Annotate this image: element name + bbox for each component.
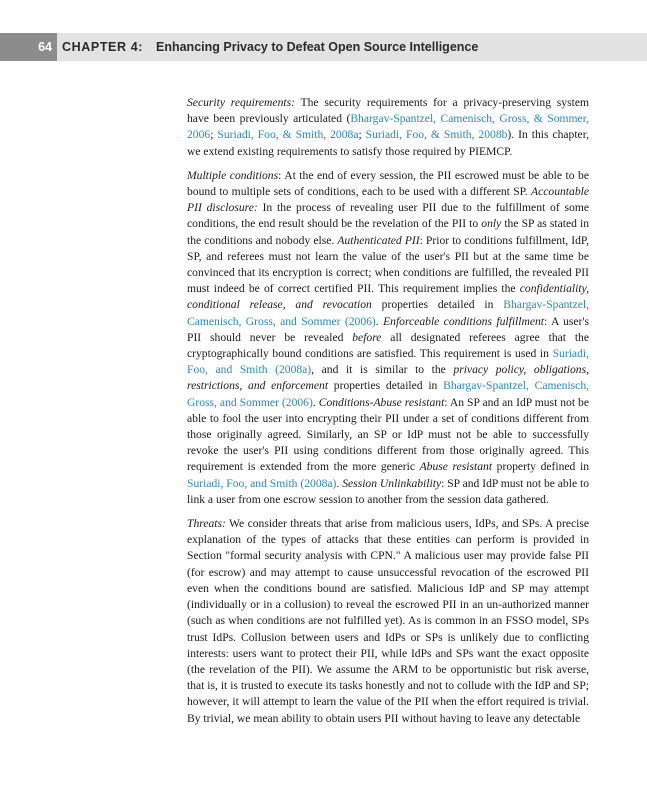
text-run: . — [336, 476, 343, 490]
text-run: : SP and IdP must not be able to link a user from one escrow session to another from the session data gathered. — [187, 476, 590, 506]
text-run: . — [312, 395, 319, 409]
text-run: : An SP and an IdP must not be able to fool the user into encrypting their PII under a set of conditions different from those originally agreed. Similarly, an SP or IdP must not be able to successfully revoke the user's PII using conditions different from those originally agreed. This requirement is extended from the more generic — [187, 395, 589, 474]
italic-term: confidentiality, conditional release, and revocation — [187, 282, 589, 312]
italic-term: Conditions-Abuse resistant — [318, 395, 445, 409]
text-run: property defined in — [492, 460, 589, 474]
text-run: In the process of revealing user PII due to the fulfillment of some conditions, the end result should be the revelation of the PII to — [187, 201, 590, 231]
text-run: . — [375, 314, 384, 328]
text-run: : A user's PII should never be revealed — [187, 314, 590, 344]
italic-term: Accountable PII disclosure: — [187, 185, 589, 215]
italic-term: Authenticated PII — [337, 233, 420, 247]
chapter-title: Enhancing Privacy to Defeat Open Source Intelligence — [156, 40, 479, 54]
italic-term: before — [352, 330, 382, 344]
italic-term: privacy policy, obligations, restrictions, and enforcement — [187, 363, 589, 393]
text-run: ). In this chapter, we extend existing requirements to satisfy those required by PIEMCP. — [187, 128, 589, 158]
citation-link[interactable]: Bhargav-Spantzel, Camenisch, Gross, & Sommer, 2006 — [187, 112, 590, 142]
citation-link[interactable]: Suriadi, Foo, and Smith (2008a) — [187, 476, 337, 490]
text-run: all designated referees agree that the cryptographically bound conditions are satisfied. This requirement is used in — [187, 330, 589, 361]
citation-link[interactable]: Suriadi, Foo, and Smith (2008a) — [187, 347, 589, 377]
text-run: the SP as stated in the conditions and nobody else. — [187, 217, 589, 247]
paragraph-threats — [187, 516, 589, 727]
body-text — [187, 95, 589, 735]
italic-term: only — [481, 217, 502, 231]
text-run: , and it is similar to the — [311, 363, 454, 377]
italic-term: Abuse resistant — [419, 460, 493, 474]
citation-link[interactable]: Suriadi, Foo, & Smith, 2008b — [365, 128, 508, 142]
text-run: We consider threats that arise from malicious users, IdPs, and SPs. A precise explanation of the types of attacks that these entities can perform is provided in Section "formal security analysis with CPN." A malicious user may provide false PII (for escrow) and may attempt to cause unsuccessful revocation of the escrowed PII even when the conditions bound are satisfied. Malicious IdP and SP may attempt (individually or in a collusion) to reveal the escrowed PII in an un-authorized manner (such as when conditions are not fulfilled yet). As is common in an FSSO model, SPs trust IdPs. Collusion between users and IdPs or SPs is unlikely due to conflicting interests: users want to protect their PII, while IdPs and SPs want the exact opposite (the revelation of the PII). We assume the ARM to be opportunistic but risk averse, that is, it is trusted to execute its tasks honestly and not to collude with the IdP and SP; however, it will attempt to learn the value of the PII when the effort required is trivial. By trivial, we mean ability to obtain users PII without having to leave any detectable — [187, 517, 589, 725]
italic-term: Security requirements: — [187, 96, 295, 109]
citation-link[interactable]: Bhargav-Spantzel, Camenisch, Gross, and Sommer (2006) — [187, 298, 590, 328]
page-number: 64 — [0, 33, 57, 61]
text-run: ; — [358, 128, 366, 142]
text-run: : Prior to conditions fulfillment, IdP, SP, and referees must not learn the value of the user's PII but at the same time be convinced that its encryption is correct; when conditions are fulfilled, the revealed PII must indeed be of correct certified PII. This requirement implies the — [187, 233, 589, 296]
running-header — [0, 33, 647, 61]
italic-term: Multiple conditions — [187, 168, 279, 182]
citation-link[interactable]: Bhargav-Spantzel, Camenisch, Gross, and Sommer (2006) — [187, 379, 590, 409]
text-run: properties detailed in — [371, 298, 504, 312]
chapter-label: CHAPTER 4: — [62, 40, 144, 54]
italic-term: Threats: — [187, 517, 226, 531]
italic-term: Session Unlinkability — [342, 476, 442, 490]
text-run: ; — [210, 128, 218, 142]
text-run: The security requirements for a privacy-preserving system have been previously articulated ( — [187, 96, 589, 126]
text-run: properties detailed in — [328, 379, 444, 393]
paragraph-requirements-list — [187, 168, 589, 508]
paragraph-security-requirements — [187, 95, 589, 160]
text-run: : At the end of every session, the PII escrowed must be able to be bound to multiple sets of conditions, each to be used with a different SP. — [187, 168, 589, 199]
citation-link[interactable]: Suriadi, Foo, & Smith, 2008a — [217, 128, 359, 142]
italic-term: Enforceable conditions fulfillment — [383, 314, 545, 328]
